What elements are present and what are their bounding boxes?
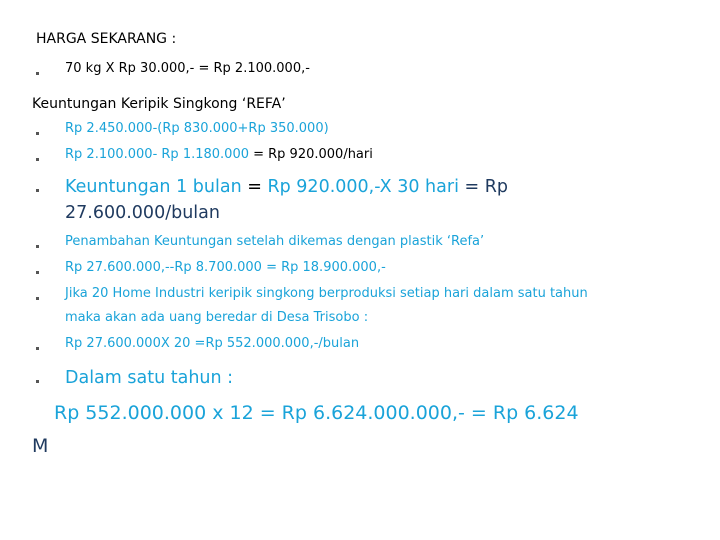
bullet-icon: [36, 72, 39, 75]
bullet-icon: [36, 189, 39, 192]
monthly-line-2: 27.600.000/bulan: [65, 203, 220, 223]
profit-line-2-result: = Rp 920.000/hari: [248, 147, 373, 162]
industry-line-2: maka akan ada uang beredar di Desa Trisobo :: [65, 310, 369, 325]
bullet-icon: [36, 132, 39, 135]
monthly-equals-rp: = Rp: [458, 177, 508, 197]
monthly-label: Keuntungan 1 bulan: [65, 177, 242, 197]
industry-total: Rp 27.600.000X 20 =Rp 552.000.000,-/bulan: [65, 336, 360, 351]
bullet-icon: [36, 271, 39, 274]
bullet-icon: [36, 158, 39, 161]
bullet-icon: [36, 245, 39, 248]
profit-line-1: Rp 2.450.000-(Rp 830.000+Rp 350.000): [65, 121, 329, 136]
packaging-calc: Rp 27.600.000,--Rp 8.700.000 = Rp 18.900.000,-: [65, 260, 386, 275]
profit-line-2: [65, 148, 373, 163]
monthly-equals: =: [241, 177, 268, 197]
packaging-line: Penambahan Keuntungan setelah dikemas dengan plastik ‘Refa’: [65, 234, 485, 249]
bullet-icon: [36, 380, 39, 383]
profit-heading: Keuntungan Keripik Singkong ‘REFA’: [32, 96, 286, 112]
bullet-icon: [36, 297, 39, 300]
industry-line-1: Jika 20 Home Industri keripik singkong berproduksi setiap hari dalam satu tahun: [65, 286, 588, 301]
monthly-calc: Rp 920.000,-X 30 hari: [267, 177, 459, 197]
year-heading: Dalam satu tahun :: [65, 368, 234, 388]
price-line: 70 kg X Rp 30.000,- = Rp 2.100.000,-: [65, 61, 310, 76]
profit-line-2-calc: Rp 2.100.000- Rp 1.180.000: [65, 147, 249, 162]
year-line-1: Rp 552.000.000 x 12 = Rp 6.624.000.000,- = Rp 6.624: [54, 402, 579, 424]
year-line-2: M: [32, 435, 49, 457]
bullet-icon: [36, 347, 39, 350]
price-heading: HARGA SEKARANG :: [36, 31, 177, 47]
monthly-line-1: [65, 177, 508, 197]
